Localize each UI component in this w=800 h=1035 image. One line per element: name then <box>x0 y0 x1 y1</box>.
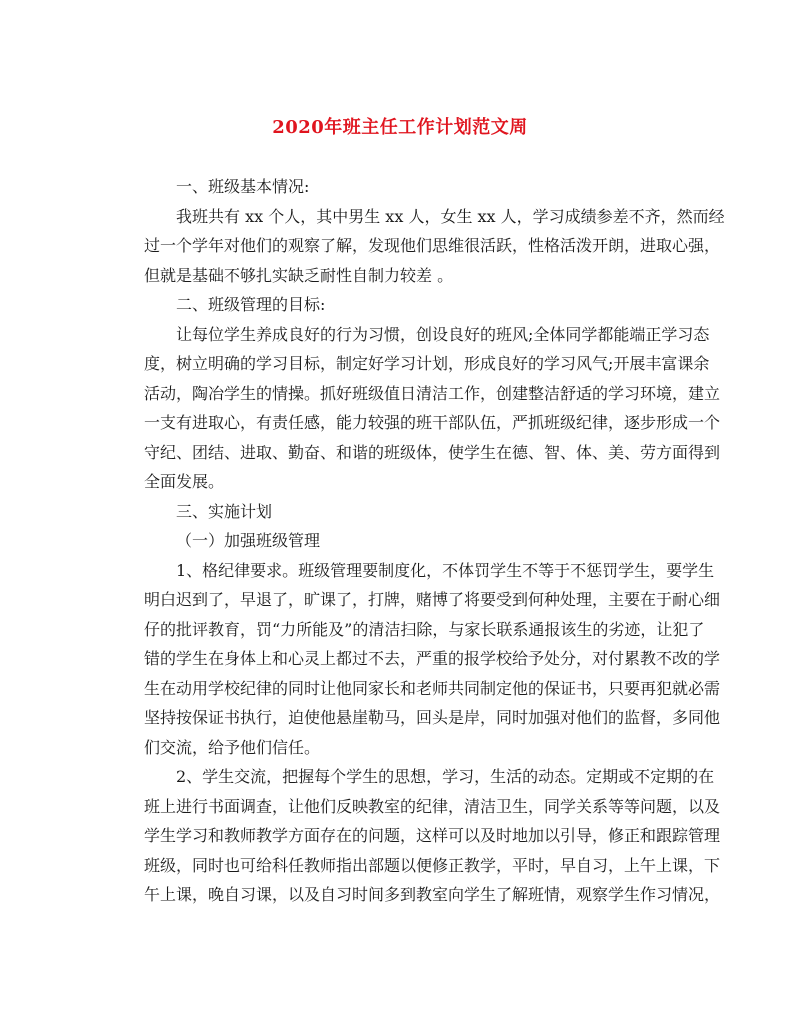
document-body <box>144 172 725 910</box>
text-line: 度，树立明确的学习目标，制定好学习计划，形成良好的学习风气;开展丰富课余 <box>144 354 710 373</box>
text-line: 但就是基础不够扎实缺乏耐性自制力较差 。 <box>144 265 454 285</box>
text-line: 1、格纪律要求。班级管理要制度化，不体罚学生不等于不惩罚学生，要学生 <box>176 560 715 580</box>
text-line: 班级，同时也可给科任教师指出部题以便修正教学，平时，早自习，上午上课，下 <box>144 855 721 875</box>
text-line: 明白迟到了，早退了，旷课了，打牌，赌博了将要受到何种处理，主要在于耐心细 <box>144 590 721 609</box>
text-line: 活动，陶冶学生的情操。抓好班级值日清洁工作，创建整洁舒适的学习环境，建立 <box>144 383 721 403</box>
text-line: 过一个学年对他们的观察了解，发现他们思维很活跃，性格活泼开朗，进取心强， <box>144 236 721 255</box>
document-title: 2020年班主任工作计划范文周 <box>272 117 528 138</box>
text-line: 我班共有 xx 个人，其中男生 xx 人，女生 xx 人，学习成绩参差不齐，然而经 <box>176 206 725 226</box>
text-line: 坚持按保证书执行，迫使他悬崖勒马，回头是岸，同时加强对他们的监督，多同他 <box>144 708 721 727</box>
text-line: 守纪、团结、进取、勤奋、和谐的班级体，使学生在德、智、体、美、劳方面得到 <box>144 442 721 462</box>
text-line: 一、班级基本情况: <box>176 177 310 196</box>
text-line: 们交流，给予他们信任。 <box>144 737 321 757</box>
text-line: 学生学习和教师教学方面存在的问题，这样可以及时地加以引导，修正和跟踪管理 <box>144 826 721 845</box>
text-line: 生在动用学校纪律的同时让他同家长和老师共同制定他的保证书，只要再犯就必需 <box>144 678 721 698</box>
text-line: 让每位学生养成良好的行为习惯，创设良好的班风;全体同学都能端正学习态 <box>176 324 710 344</box>
text-line: （一）加强班级管理 <box>176 531 321 550</box>
text-line: 2、学生交流，把握每个学生的思想，学习，生活的动态。定期或不定期的在 <box>176 767 715 786</box>
text-line: 班上进行书面调查，让他们反映教室的纪律，清洁卫生，同学关系等等问题，以及 <box>144 796 721 816</box>
text-line: 一支有进取心，有责任感，能力较强的班干部队伍，严抓班级纪律，逐步形成一个 <box>144 413 721 432</box>
text-line: 二、班级管理的目标: <box>176 295 326 314</box>
text-line: 午上课，晚自习课，以及自习时间多到教室向学生了解班情，观察学生作习情况， <box>144 885 721 904</box>
text-line: 仔的批评教育，罚“力所能及”的清洁扫除，与家长联系通报该生的劣迹，让犯了 <box>144 619 705 639</box>
text-line: 全面发展。 <box>144 472 225 491</box>
text-line: 错的学生在身体上和心灵上都过不去，严重的报学校给予处分，对付累教不改的学 <box>144 649 721 668</box>
text-line: 三、实施计划 <box>176 501 273 521</box>
